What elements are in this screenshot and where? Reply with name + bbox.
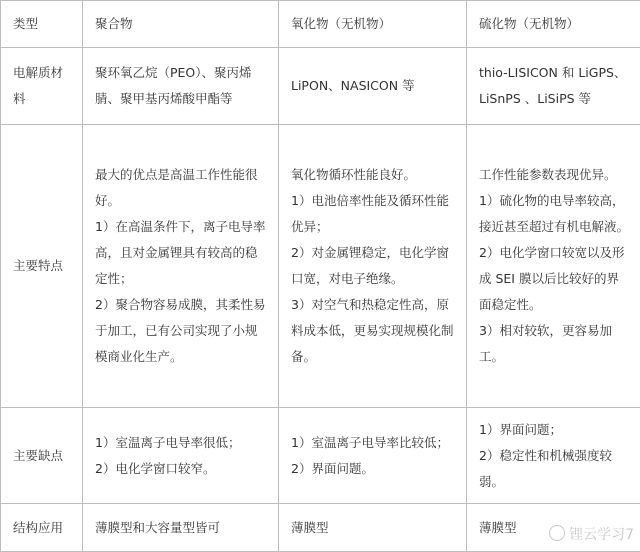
electrolyte-oxide: LiPON、NASICON 等	[279, 48, 467, 125]
features-row	[1, 125, 640, 408]
features-sulfide-line: 3）相对较软，更容易加工。	[479, 323, 612, 364]
drawbacks-polymer	[83, 408, 279, 504]
application-label: 结构应用	[1, 504, 83, 552]
application-sulfide: 薄膜型	[467, 504, 640, 552]
application-oxide: 薄膜型	[279, 504, 467, 552]
drawbacks-oxide	[279, 408, 467, 504]
features-polymer-line: 2）聚合物容易成膜，其柔性易于加工，已有公司实现了小规模商业化生产。	[95, 297, 266, 364]
header-sulfide: 硫化物（无机物）	[467, 1, 640, 48]
application-row	[1, 504, 640, 552]
drawbacks-sulfide-line: 2）稳定性和机械强度较弱。	[479, 447, 612, 489]
application-polymer: 薄膜型和大容量型皆可	[83, 504, 279, 552]
drawbacks-label: 主要缺点	[1, 408, 83, 504]
drawbacks-oxide-line: 1）室温离子电导率比较低；	[291, 434, 449, 450]
electrolyte-sulfide: thio-LISICON 和 LiGPS、LiSnPS 、LiSiPS 等	[467, 48, 640, 125]
features-sulfide-line: 1）硫化物的电导率较高，接近甚至超过有机电解液。	[479, 193, 630, 234]
electrolyte-label: 电解质材料	[1, 48, 83, 125]
features-oxide-line: 1）电池倍率性能及循环性能优异；	[291, 193, 449, 234]
features-polymer-line: 1）在高温条件下，离子电导率高，且对金属锂具有较高的稳定性；	[95, 219, 266, 286]
drawbacks-row	[1, 408, 640, 504]
header-row	[1, 1, 640, 48]
wechat-icon	[549, 525, 565, 541]
drawbacks-sulfide-line: 1）界面问题；	[479, 421, 562, 437]
features-oxide-line: 氧化物循环性能良好。	[291, 167, 417, 182]
header-type: 类型	[1, 1, 83, 48]
features-label: 主要特点	[1, 125, 83, 408]
watermark-text: 锂云学习7	[569, 527, 634, 543]
watermark	[549, 524, 634, 544]
header-polymer: 聚合物	[83, 1, 279, 48]
features-oxide-line: 2）对金属锂稳定，电化学窗口宽，对电子绝缘。	[291, 245, 449, 286]
header-oxide: 氧化物（无机物）	[279, 1, 467, 48]
drawbacks-oxide-line: 2）界面问题。	[291, 460, 374, 476]
drawbacks-sulfide	[467, 408, 640, 504]
features-sulfide-line: 2）电化学窗口较宽以及形成 SEI 膜以后比较好的界面稳定性。	[479, 245, 625, 312]
features-polymer-line: 最大的优点是高温工作性能很好。	[95, 167, 258, 208]
electrolyte-row	[1, 48, 640, 125]
features-sulfide	[467, 125, 640, 408]
features-oxide	[279, 125, 467, 408]
electrolyte-polymer: 聚环氧乙烷（PEO）、聚丙烯腈、聚甲基丙烯酸甲酯等	[83, 48, 279, 125]
features-polymer	[83, 125, 279, 408]
features-oxide-line: 3）对空气和热稳定性高，原料成本低，更易实现规模化制备。	[291, 297, 454, 364]
features-sulfide-line: 工作性能参数表现优异。	[479, 167, 617, 182]
drawbacks-polymer-line: 1）室温离子电导率很低；	[95, 434, 241, 450]
drawbacks-polymer-line: 2）电化学窗口较窄。	[95, 460, 216, 476]
